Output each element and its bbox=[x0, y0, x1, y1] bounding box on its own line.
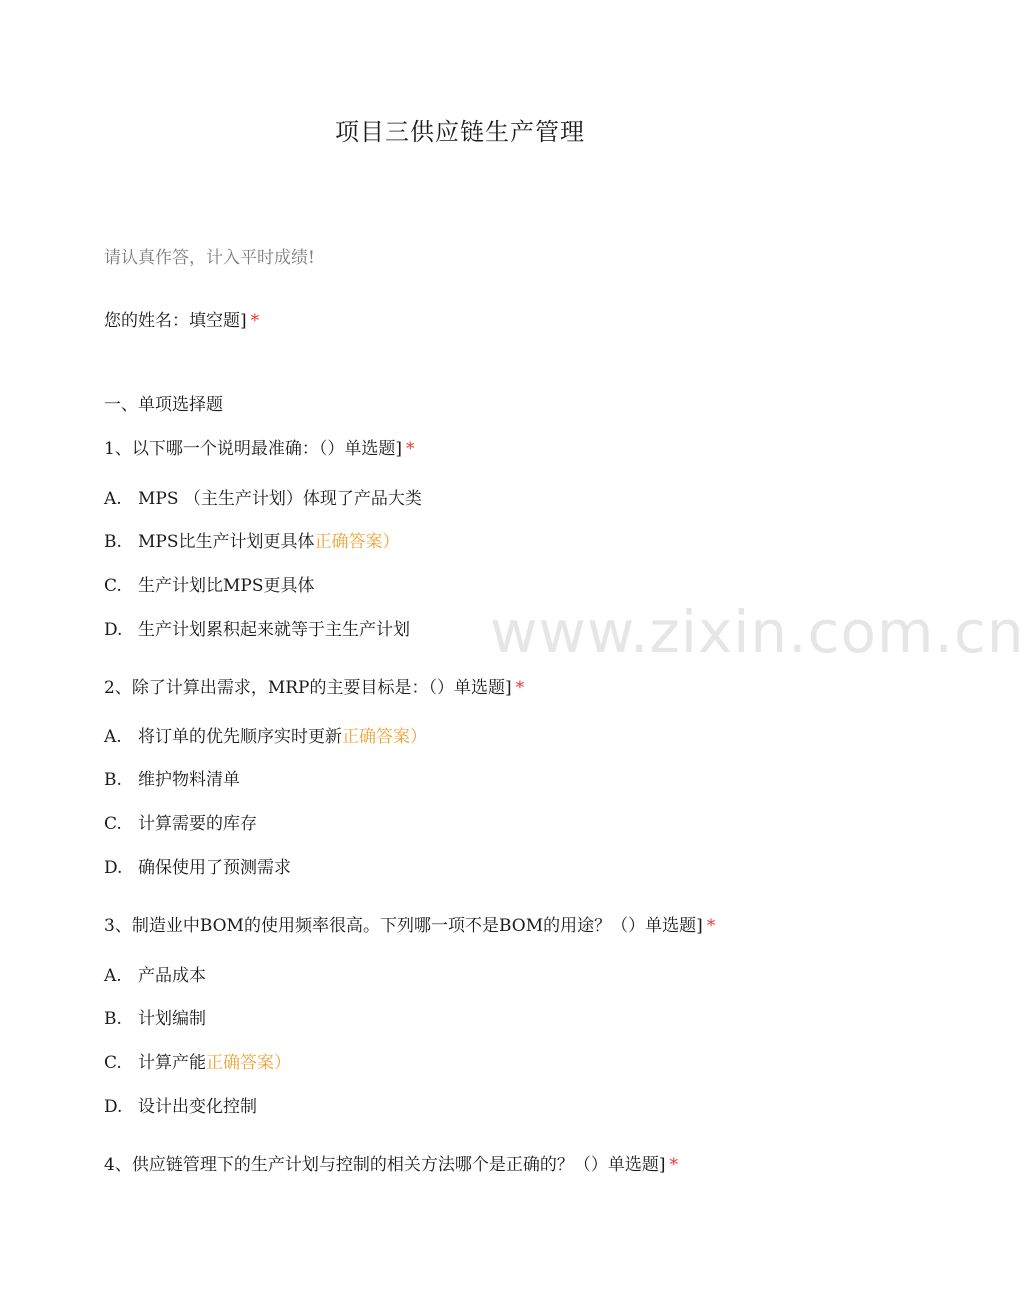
option-letter: C. bbox=[104, 814, 122, 834]
option-letter: B. bbox=[104, 770, 122, 790]
correct-answer-tag: 正确答案） bbox=[206, 1053, 291, 1073]
correct-answer-tag: 正确答案） bbox=[314, 532, 400, 552]
option-2a bbox=[104, 722, 427, 747]
intro-text: 请认真作答，计入平时成绩! bbox=[104, 248, 315, 268]
option-3c bbox=[104, 1048, 291, 1073]
option-1a bbox=[104, 484, 422, 509]
option-1d bbox=[104, 615, 410, 640]
watermark: www.zixin.com.cn bbox=[490, 598, 1025, 666]
question-4 bbox=[104, 1150, 678, 1175]
option-letter: C. bbox=[104, 576, 122, 596]
question-text: 4、供应链管理下的生产计划与控制的相关方法哪个是正确的？（）单选题] bbox=[104, 1155, 666, 1175]
option-1b bbox=[104, 527, 400, 552]
option-letter: D. bbox=[104, 858, 123, 878]
option-letter: A. bbox=[104, 727, 122, 747]
option-3a bbox=[104, 961, 206, 986]
option-text: 生产计划累积起来就等于主生产计划 bbox=[138, 620, 410, 640]
option-text: 计算需要的库存 bbox=[138, 814, 257, 834]
option-text: MPS比生产计划更具体 bbox=[138, 532, 315, 552]
correct-answer-tag: 正确答案） bbox=[342, 727, 427, 747]
option-text: MPS （主生产计划）体现了产品大类 bbox=[138, 489, 422, 509]
option-3b bbox=[104, 1004, 206, 1029]
option-text: 将订单的优先顺序实时更新 bbox=[138, 727, 342, 747]
option-letter: D. bbox=[104, 1097, 123, 1117]
option-1c bbox=[104, 571, 315, 596]
name-question-text: 您的姓名：填空题] bbox=[104, 311, 247, 331]
required-mark: * bbox=[405, 439, 415, 459]
name-question bbox=[104, 306, 259, 331]
option-2b bbox=[104, 765, 240, 790]
option-letter: A. bbox=[104, 966, 122, 986]
option-text: 确保使用了预测需求 bbox=[138, 858, 291, 878]
question-text: 3、制造业中BOM的使用频率很高。下列哪一项不是BOM的用途？（）单选题] bbox=[104, 916, 703, 936]
option-3d bbox=[104, 1092, 257, 1117]
option-text: 计划编制 bbox=[138, 1009, 206, 1029]
question-text: 2、除了计算出需求，MRP的主要目标是：（）单选题] bbox=[104, 678, 512, 698]
option-letter: A. bbox=[104, 489, 122, 509]
option-letter: B. bbox=[104, 532, 122, 552]
option-text: 产品成本 bbox=[138, 966, 206, 986]
option-letter: D. bbox=[104, 620, 123, 640]
option-2d bbox=[104, 853, 291, 878]
section-title: 一、单项选择题 bbox=[104, 395, 223, 415]
document-title: 项目三供应链生产管理 bbox=[335, 118, 585, 146]
question-2 bbox=[104, 673, 524, 698]
required-mark: * bbox=[706, 916, 716, 936]
option-text: 计算产能 bbox=[138, 1053, 206, 1073]
option-text: 生产计划比MPS更具体 bbox=[138, 576, 315, 596]
question-1 bbox=[104, 434, 414, 459]
option-letter: B. bbox=[104, 1009, 122, 1029]
required-mark: * bbox=[669, 1155, 678, 1175]
question-text: 1、以下哪一个说明最准确：（）单选题] bbox=[104, 439, 402, 459]
required-mark: * bbox=[515, 678, 525, 698]
option-2c bbox=[104, 809, 257, 834]
question-3 bbox=[104, 911, 715, 936]
option-letter: C. bbox=[104, 1053, 122, 1073]
option-text: 设计出变化控制 bbox=[138, 1097, 257, 1117]
required-mark: * bbox=[250, 311, 260, 331]
option-text: 维护物料清单 bbox=[138, 770, 240, 790]
